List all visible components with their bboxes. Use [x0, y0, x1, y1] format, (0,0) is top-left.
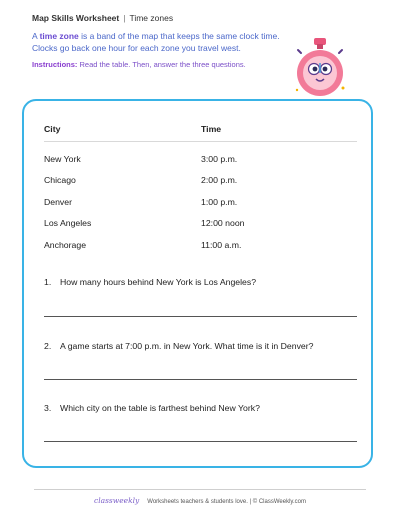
instructions-text: Read the table. Then, answer the three questions. — [77, 60, 246, 69]
question-number: 2. — [44, 341, 52, 351]
question-text: How many hours behind New York is Los Angeles? — [60, 277, 257, 287]
question-number: 3. — [44, 403, 52, 413]
table-row — [44, 191, 357, 213]
instructions-label: Instructions: — [32, 60, 78, 69]
time-cell: 12:00 noon — [201, 218, 245, 229]
footer-text: Worksheets teachers & students love. | © ClassWeekly.com — [147, 499, 306, 505]
city-cell: Denver — [44, 196, 73, 207]
answer-line-1[interactable] — [44, 316, 357, 317]
header-separator: | — [123, 13, 126, 23]
table-row — [44, 213, 357, 235]
time-zone-table — [44, 117, 357, 256]
city-cell: Chicago — [44, 175, 76, 186]
intro-term: time zone — [39, 31, 79, 41]
intro-text: is a band of the map that keeps the same clock time. Clocks go back one hour for each zone you travel west. — [32, 31, 280, 53]
question-3 — [44, 403, 357, 413]
worksheet-title: Map Skills Worksheet — [32, 13, 120, 23]
question-2 — [44, 341, 357, 351]
time-cell: 2:00 p.m. — [201, 175, 238, 186]
column-header-city: City — [44, 124, 61, 134]
answer-line-2[interactable] — [44, 379, 357, 380]
question-number: 1. — [44, 277, 52, 287]
question-text: A game starts at 7:00 p.m. in New York. What time is it in Denver? — [60, 341, 314, 351]
column-header-time: Time — [201, 124, 222, 134]
table-header-row — [44, 117, 357, 142]
worksheet-header — [32, 13, 173, 23]
city-cell: New York — [44, 153, 81, 164]
answer-line-3[interactable] — [44, 441, 357, 442]
time-cell: 3:00 p.m. — [201, 153, 238, 164]
time-cell: 11:00 a.m. — [201, 239, 242, 250]
question-1 — [44, 277, 357, 287]
question-text: Which city on the table is farthest behind New York? — [60, 403, 260, 413]
intro-prefix: A — [32, 31, 40, 41]
table-row — [44, 148, 357, 170]
worksheet-topic: Time zones — [129, 13, 174, 23]
worksheet-card — [22, 99, 373, 468]
time-cell: 1:00 p.m. — [201, 196, 238, 207]
footer-divider — [34, 489, 366, 490]
city-cell: Anchorage — [44, 239, 87, 250]
footer-brand-logo: classweekly — [94, 496, 140, 505]
intro-paragraph — [32, 30, 292, 54]
table-row — [44, 234, 357, 256]
instructions — [32, 60, 292, 69]
alarm-clock-mascot-icon — [290, 36, 350, 98]
city-cell: Los Angeles — [44, 218, 92, 229]
footer — [0, 496, 400, 505]
table-row — [44, 170, 357, 192]
